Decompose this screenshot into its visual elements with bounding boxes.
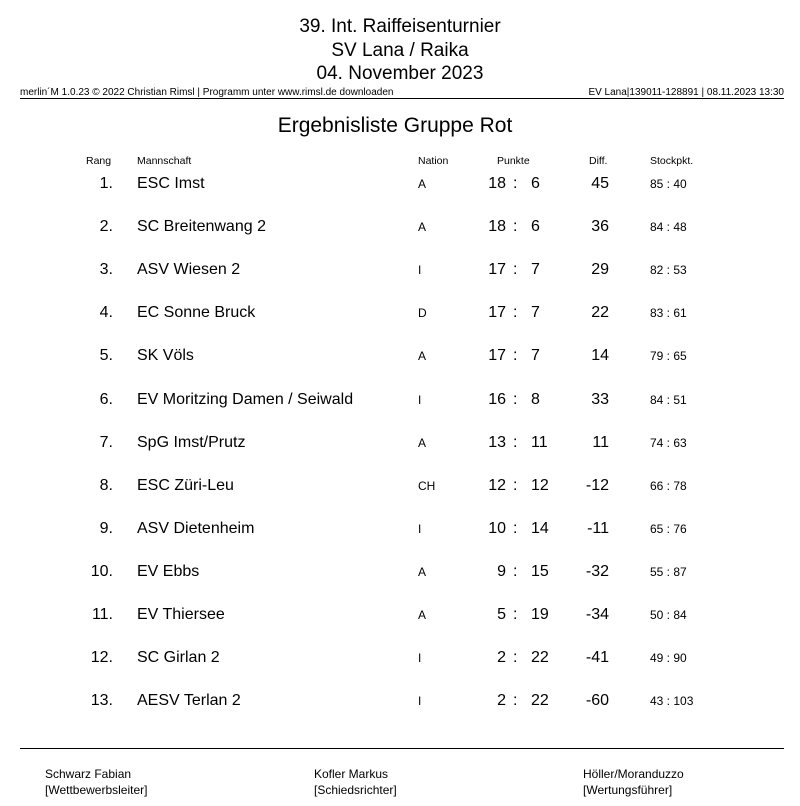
points-against-cell: 6 xyxy=(531,175,540,192)
team-cell: ASV Wiesen 2 xyxy=(137,261,241,278)
stock-points-cell: 65 : 76 xyxy=(650,522,687,536)
points-separator: : xyxy=(513,563,518,580)
rank-cell: 3. xyxy=(99,261,113,278)
team-cell: SK Völs xyxy=(137,347,194,364)
signature-block xyxy=(583,766,684,798)
rank-cell: 13. xyxy=(90,692,113,709)
points-separator: : xyxy=(513,304,518,321)
table-row xyxy=(0,563,800,585)
signature-name: Kofler Markus xyxy=(314,767,389,781)
points-for-cell: 17 xyxy=(488,304,506,321)
print-info: EV Lana|139011-128891 | 08.11.2023 13:30 xyxy=(588,87,784,98)
diff-cell: -12 xyxy=(585,477,609,494)
points-against-cell: 7 xyxy=(531,304,540,321)
team-cell: EV Ebbs xyxy=(137,563,200,580)
team-cell: EC Sonne Bruck xyxy=(137,304,256,321)
diff-cell: 14 xyxy=(591,347,609,364)
event-date: 04. November 2023 xyxy=(316,63,484,84)
stock-points-cell: 43 : 103 xyxy=(650,694,694,708)
signature-block xyxy=(314,766,397,798)
rank-cell: 8. xyxy=(99,477,113,494)
team-cell: AESV Terlan 2 xyxy=(137,692,241,709)
software-info: merlin´M 1.0.23 © 2022 Christian Rimsl | Programm unter www.rimsl.de downloaden xyxy=(20,87,394,98)
col-rank-header: Rang xyxy=(86,155,112,167)
col-diff-header: Diff. xyxy=(589,155,608,167)
points-separator: : xyxy=(513,520,518,537)
points-separator: : xyxy=(513,175,518,192)
points-against-cell: 6 xyxy=(531,218,540,235)
diff-cell: 22 xyxy=(591,304,609,321)
nation-cell: I xyxy=(418,522,422,536)
col-points-header: Punkte xyxy=(497,155,530,167)
points-against-cell: 11 xyxy=(531,434,548,451)
points-against-cell: 15 xyxy=(531,563,549,580)
table-row xyxy=(0,175,800,197)
table-row xyxy=(0,261,800,283)
stock-points-cell: 55 : 87 xyxy=(650,565,687,579)
signature-block xyxy=(45,766,148,798)
points-separator: : xyxy=(513,391,518,408)
nation-cell: A xyxy=(418,565,427,579)
signature-role: [Schiedsrichter] xyxy=(314,783,397,797)
points-against-cell: 7 xyxy=(531,347,540,364)
event-organizer: SV Lana / Raika xyxy=(331,40,469,61)
points-separator: : xyxy=(513,477,518,494)
stock-points-cell: 84 : 51 xyxy=(650,393,687,407)
diff-cell: -41 xyxy=(585,649,609,666)
stock-points-cell: 49 : 90 xyxy=(650,651,687,665)
table-row xyxy=(0,218,800,240)
signature-name: Schwarz Fabian xyxy=(45,767,132,781)
rank-cell: 9. xyxy=(99,520,113,537)
stock-points-cell: 50 : 84 xyxy=(650,608,687,622)
points-separator: : xyxy=(513,434,518,451)
diff-cell: -60 xyxy=(585,692,609,709)
points-against-cell: 14 xyxy=(531,520,549,537)
signature-role: [Wertungsführer] xyxy=(583,783,673,797)
signature-role: [Wettbewerbsleiter] xyxy=(45,783,148,797)
points-for-cell: 5 xyxy=(497,606,506,623)
points-for-cell: 18 xyxy=(488,218,506,235)
stock-points-cell: 83 : 61 xyxy=(650,306,687,320)
nation-cell: CH xyxy=(418,479,436,493)
points-separator: : xyxy=(513,692,518,709)
stock-points-cell: 85 : 40 xyxy=(650,177,687,191)
nation-cell: D xyxy=(418,306,427,320)
diff-cell: -34 xyxy=(585,606,609,623)
points-for-cell: 2 xyxy=(497,649,506,666)
team-cell: EV Moritzing Damen / Seiwald xyxy=(137,391,354,408)
rank-cell: 2. xyxy=(99,218,113,235)
team-cell: SpG Imst/Prutz xyxy=(137,434,246,451)
event-title: 39. Int. Raiffeisenturnier xyxy=(299,16,501,37)
table-row xyxy=(0,477,800,499)
rank-cell: 4. xyxy=(99,304,113,321)
points-separator: : xyxy=(513,218,518,235)
team-cell: SC Breitenwang 2 xyxy=(137,218,266,235)
page-title: Ergebnisliste Gruppe Rot xyxy=(277,114,513,137)
table-row xyxy=(0,434,800,456)
stock-points-cell: 66 : 78 xyxy=(650,479,687,493)
stock-points-cell: 82 : 53 xyxy=(650,263,687,277)
team-cell: ASV Dietenheim xyxy=(137,520,255,537)
nation-cell: I xyxy=(418,694,422,708)
stock-points-cell: 74 : 63 xyxy=(650,436,687,450)
nation-cell: A xyxy=(418,220,427,234)
diff-cell: 33 xyxy=(591,391,609,408)
team-cell: SC Girlan 2 xyxy=(137,649,220,666)
points-against-cell: 22 xyxy=(531,692,549,709)
table-row xyxy=(0,692,800,714)
points-for-cell: 9 xyxy=(497,563,506,580)
points-for-cell: 10 xyxy=(488,520,506,537)
team-cell: ESC Züri-Leu xyxy=(137,477,234,494)
table-row xyxy=(0,520,800,542)
nation-cell: A xyxy=(418,608,427,622)
col-nation-header: Nation xyxy=(418,155,449,167)
team-cell: EV Thiersee xyxy=(137,606,225,623)
diff-cell: -32 xyxy=(585,563,609,580)
points-against-cell: 22 xyxy=(531,649,549,666)
diff-cell: 45 xyxy=(591,175,609,192)
rank-cell: 11. xyxy=(91,606,113,623)
diff-cell: 29 xyxy=(591,261,609,278)
footer-divider xyxy=(20,748,784,749)
rank-cell: 5. xyxy=(99,347,113,364)
points-for-cell: 13 xyxy=(488,434,506,451)
nation-cell: A xyxy=(418,177,427,191)
diff-cell: -11 xyxy=(587,520,609,537)
rank-cell: 10. xyxy=(90,563,113,580)
nation-cell: A xyxy=(418,436,427,450)
points-separator: : xyxy=(513,649,518,666)
nation-cell: A xyxy=(418,349,427,363)
points-against-cell: 8 xyxy=(531,391,540,408)
rank-cell: 7. xyxy=(99,434,113,451)
rank-cell: 12. xyxy=(90,649,113,666)
nation-cell: I xyxy=(418,651,422,665)
points-separator: : xyxy=(513,606,518,623)
team-cell: ESC Imst xyxy=(137,175,205,192)
points-for-cell: 17 xyxy=(488,347,506,364)
table-row xyxy=(0,606,800,628)
signature-name: Höller/Moranduzzo xyxy=(583,767,684,781)
rank-cell: 6. xyxy=(99,391,113,408)
table-row xyxy=(0,649,800,671)
points-against-cell: 7 xyxy=(531,261,540,278)
nation-cell: I xyxy=(418,263,422,277)
header-divider xyxy=(20,98,784,99)
table-row xyxy=(0,304,800,326)
points-against-cell: 12 xyxy=(531,477,549,494)
points-for-cell: 18 xyxy=(488,175,506,192)
nation-cell: I xyxy=(418,393,422,407)
stock-points-cell: 84 : 48 xyxy=(650,220,687,234)
points-for-cell: 2 xyxy=(497,692,506,709)
points-separator: : xyxy=(513,261,518,278)
stock-points-cell: 79 : 65 xyxy=(650,349,687,363)
rank-cell: 1. xyxy=(99,175,113,192)
points-for-cell: 16 xyxy=(488,391,506,408)
points-against-cell: 19 xyxy=(531,606,549,623)
points-for-cell: 12 xyxy=(488,477,506,494)
points-for-cell: 17 xyxy=(488,261,506,278)
points-separator: : xyxy=(513,347,518,364)
table-row xyxy=(0,391,800,413)
col-team-header: Mannschaft xyxy=(137,155,192,167)
col-stock-header: Stockpkt. xyxy=(650,155,694,167)
diff-cell: 36 xyxy=(591,218,609,235)
diff-cell: 11 xyxy=(592,434,609,451)
table-row xyxy=(0,347,800,369)
